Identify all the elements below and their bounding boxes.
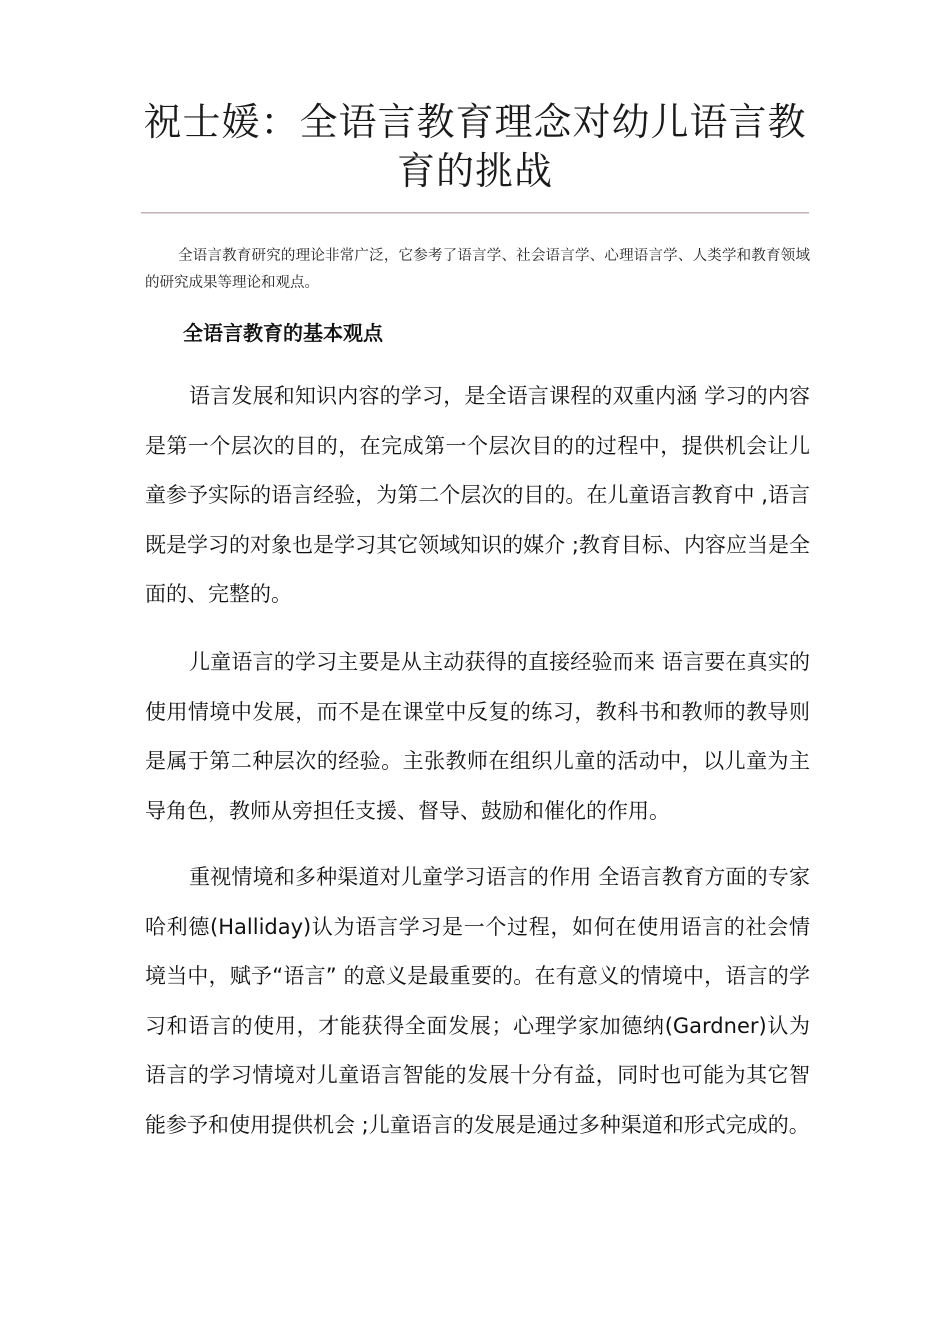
- body-paragraph-2: 儿童语言的学习主要是从主动获得的直接经验而来 语言要在真实的使用情境中发展，而不是在课堂中反复的练习，教科书和教师的教导则是属于第二种层次的经验。主张教师在组织儿童的活动中，以儿童为主导角色，教师从旁担任支援、督导、鼓励和催化的作用。: [145, 650, 810, 823]
- title-divider: [141, 212, 809, 214]
- document-title: 祝士媛：全语言教育理念对幼儿语言教育的挑战: [143, 100, 807, 193]
- body-paragraph-3: 重视情境和多种渠道对儿童学习语言的作用 全语言教育方面的专家哈利德(Halliday)认为语言学习是一个过程，如何在使用语言的社会情境当中，赋予“语言” 的意义是最重要的。在有意义的情境中，语言的学习和语言的使用，才能获得全面发展；心理学家加德纳(Gardner)认为语言的学习情境对儿童语言智能的发展十分有益，同时也可能为其它智能参予和使用提供机会 ;儿童语言的发展是通过多种渠道和形式完成的。: [145, 865, 810, 1137]
- section-heading: 全语言教育的基本观点: [183, 321, 383, 345]
- intro-paragraph: 全语言教育研究的理论非常广泛，它参考了语言学、社会语言学、心理语言学、人类学和教育领域的研究成果等理论和观点。: [145, 248, 810, 291]
- body-paragraph-1: 语言发展和知识内容的学习，是全语言课程的双重内涵 学习的内容是第一个层次的目的，在完成第一个层次目的的过程中，提供机会让儿童参予实际的语言经验，为第二个层次的目的。在儿童语言教育中 ,语言既是学习的对象也是学习其它领域知识的媒介 ;教育目标、内容应当是全面的、完整的。: [145, 384, 810, 606]
